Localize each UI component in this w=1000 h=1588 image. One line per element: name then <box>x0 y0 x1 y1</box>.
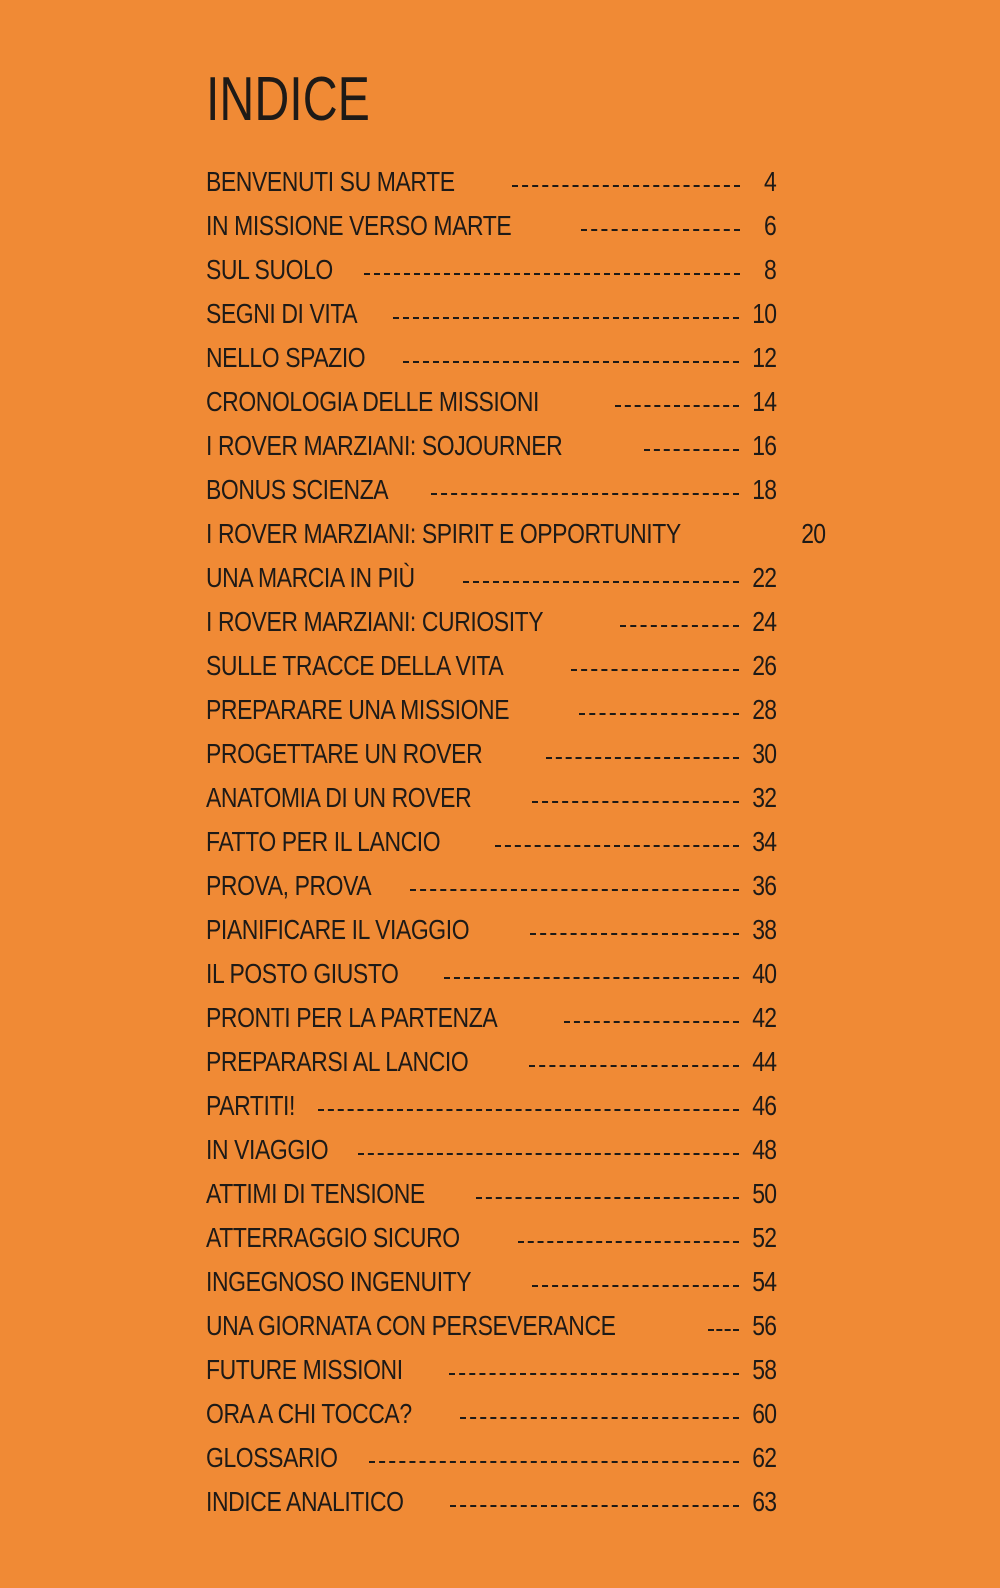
toc-entry-label: I ROVER MARZIANI: CURIOSITY <box>206 605 544 637</box>
toc-entry-page-number: 24 <box>752 605 776 637</box>
dotted-leader <box>512 185 740 187</box>
toc-entry-page-number: 60 <box>752 1397 776 1429</box>
toc-entry-label: ANATOMIA DI UN ROVER <box>206 781 472 813</box>
dotted-leader <box>518 1241 738 1243</box>
dotted-leader <box>364 273 740 275</box>
toc-entry[interactable] <box>206 505 826 549</box>
toc-entry-page-number: 44 <box>752 1045 776 1077</box>
toc-entry-label: UNA GIORNATA CON PERSEVERANCE <box>206 1309 616 1341</box>
toc-entry-page-number: 52 <box>752 1221 776 1253</box>
toc-entry-label: IN MISSIONE VERSO MARTE <box>206 209 512 241</box>
toc-entry-page-number: 14 <box>752 385 776 417</box>
toc-entry-label: ATTIMI DI TENSIONE <box>206 1177 425 1209</box>
toc-entry-page-number: 62 <box>752 1441 776 1473</box>
dotted-leader <box>403 361 739 363</box>
toc-entry-label: IN VIAGGIO <box>206 1133 329 1165</box>
toc-entry-label: SULLE TRACCE DELLA VITA <box>206 649 504 681</box>
toc-entry[interactable] <box>206 373 776 417</box>
toc-entry[interactable] <box>206 1341 776 1385</box>
toc-entry[interactable] <box>206 681 776 725</box>
dotted-leader <box>318 1109 739 1111</box>
toc-entry[interactable] <box>206 593 776 637</box>
toc-entry[interactable] <box>206 549 776 593</box>
dotted-leader <box>571 669 738 671</box>
toc-entry-page-number: 30 <box>752 737 776 769</box>
page-title: INDICE <box>206 65 370 134</box>
toc-entry-label: PREPARARSI AL LANCIO <box>206 1045 469 1077</box>
toc-entry-page-number: 42 <box>752 1001 776 1033</box>
toc-entry-page-number: 22 <box>752 561 776 593</box>
dotted-leader <box>410 889 738 891</box>
toc-entry[interactable] <box>206 461 776 505</box>
dotted-leader <box>449 1373 739 1375</box>
toc-entry-label: PROVA, PROVA <box>206 869 372 901</box>
toc-entry[interactable] <box>206 1121 776 1165</box>
dotted-leader <box>546 757 739 759</box>
toc-entry-page-number: 26 <box>752 649 776 681</box>
toc-entry-label: I ROVER MARZIANI: SOJOURNER <box>206 429 563 461</box>
toc-entry-page-number: 46 <box>752 1089 776 1121</box>
toc-entry-label: INGEGNOSO INGENUITY <box>206 1265 472 1297</box>
toc-entry-page-number: 38 <box>752 913 776 945</box>
toc-entry[interactable] <box>206 197 776 241</box>
toc-entry-page-number: 8 <box>764 253 776 285</box>
dotted-leader <box>358 1153 739 1155</box>
toc-entry-label: SEGNI DI VITA <box>206 297 358 329</box>
toc-entry-page-number: 58 <box>752 1353 776 1385</box>
toc-entry[interactable] <box>206 989 776 1033</box>
toc-entry-label: PREPARARE UNA MISSIONE <box>206 693 510 725</box>
toc-entry[interactable] <box>206 1473 776 1517</box>
dotted-leader <box>564 1021 739 1023</box>
dotted-leader <box>620 625 739 627</box>
toc-entry[interactable] <box>206 1209 776 1253</box>
toc-entry-page-number: 54 <box>752 1265 776 1297</box>
toc-entry-label: NELLO SPAZIO <box>206 341 366 373</box>
toc-entry-page-number: 4 <box>764 165 776 197</box>
toc-entry[interactable] <box>206 725 776 769</box>
dotted-leader <box>450 1505 739 1507</box>
toc-entry-label: PRONTI PER LA PARTENZA <box>206 1001 498 1033</box>
toc-entry-page-number: 28 <box>752 693 776 725</box>
toc-entry-label: ORA A CHI TOCCA? <box>206 1397 412 1429</box>
toc-entry[interactable] <box>206 329 776 373</box>
toc-entry-label: FATTO PER IL LANCIO <box>206 825 441 857</box>
toc-entry-page-number: 16 <box>752 429 776 461</box>
toc-entry[interactable] <box>206 285 776 329</box>
toc-entry-page-number: 48 <box>752 1133 776 1165</box>
toc-entry[interactable] <box>206 417 776 461</box>
toc-entry-label: CRONOLOGIA DELLE MISSIONI <box>206 385 539 417</box>
dotted-leader <box>708 1329 738 1331</box>
toc-entry-label: UNA MARCIA IN PIÙ <box>206 561 415 593</box>
toc-entry[interactable] <box>206 1033 776 1077</box>
toc-entry[interactable] <box>206 1077 776 1121</box>
dotted-leader <box>532 1285 738 1287</box>
toc-entry-label: I ROVER MARZIANI: SPIRIT E OPPORTUNITY <box>206 517 681 549</box>
toc-entry-page-number: 34 <box>752 825 776 857</box>
dotted-leader <box>369 1461 738 1463</box>
toc-entry-label: PROGETTARE UN ROVER <box>206 737 483 769</box>
toc-entry-page-number: 50 <box>752 1177 776 1209</box>
dotted-leader <box>476 1197 739 1199</box>
dotted-leader <box>444 977 739 979</box>
toc-entry-label: BONUS SCIENZA <box>206 473 389 505</box>
dotted-leader <box>581 229 740 231</box>
dotted-leader <box>463 581 738 583</box>
dotted-leader <box>532 801 738 803</box>
toc-entry-label: SUL SUOLO <box>206 253 333 285</box>
toc-entry-label: PIANIFICARE IL VIAGGIO <box>206 913 470 945</box>
toc-entry-page-number: 56 <box>752 1309 776 1341</box>
toc-entry-label: PARTITI! <box>206 1089 296 1121</box>
toc-entry-label: INDICE ANALITICO <box>206 1485 404 1517</box>
toc-entry[interactable] <box>206 1385 776 1429</box>
dotted-leader <box>495 845 739 847</box>
toc-entry[interactable] <box>206 857 776 901</box>
toc-entry-label: FUTURE MISSIONI <box>206 1353 403 1385</box>
toc-entry-label: GLOSSARIO <box>206 1441 338 1473</box>
toc-entry[interactable] <box>206 769 776 813</box>
toc-entry-page-number: 32 <box>752 781 776 813</box>
toc-entry[interactable] <box>206 637 776 681</box>
toc-entry-page-number: 10 <box>752 297 776 329</box>
toc-entry-page-number: 63 <box>752 1485 776 1517</box>
table-of-contents-list <box>206 153 826 1517</box>
dotted-leader <box>431 493 739 495</box>
toc-entry[interactable] <box>206 1253 776 1297</box>
toc-entry[interactable] <box>206 241 776 285</box>
toc-entry[interactable] <box>206 1297 776 1341</box>
toc-entry-label: BENVENUTI SU MARTE <box>206 165 455 197</box>
dotted-leader <box>529 1065 739 1067</box>
table-of-contents-page <box>206 64 826 1517</box>
toc-entry[interactable] <box>206 901 776 945</box>
dotted-leader <box>615 405 739 407</box>
toc-entry[interactable] <box>206 813 776 857</box>
toc-entry-page-number: 6 <box>764 209 776 241</box>
toc-entry-page-number: 18 <box>752 473 776 505</box>
dotted-leader <box>393 317 739 319</box>
toc-entry-page-number: 12 <box>752 341 776 373</box>
toc-entry-page-number: 20 <box>801 517 826 549</box>
toc-entry[interactable] <box>206 945 776 989</box>
toc-entry[interactable] <box>206 1165 776 1209</box>
dotted-leader <box>460 1417 739 1419</box>
toc-entry[interactable] <box>206 153 776 197</box>
toc-entry-page-number: 36 <box>752 869 776 901</box>
toc-entry-page-number: 40 <box>752 957 776 989</box>
toc-entry-label: ATTERRAGGIO SICURO <box>206 1221 460 1253</box>
dotted-leader <box>579 713 739 715</box>
toc-entry[interactable] <box>206 1429 776 1473</box>
dotted-leader <box>530 933 739 935</box>
toc-entry-label: IL POSTO GIUSTO <box>206 957 399 989</box>
dotted-leader <box>644 449 739 451</box>
